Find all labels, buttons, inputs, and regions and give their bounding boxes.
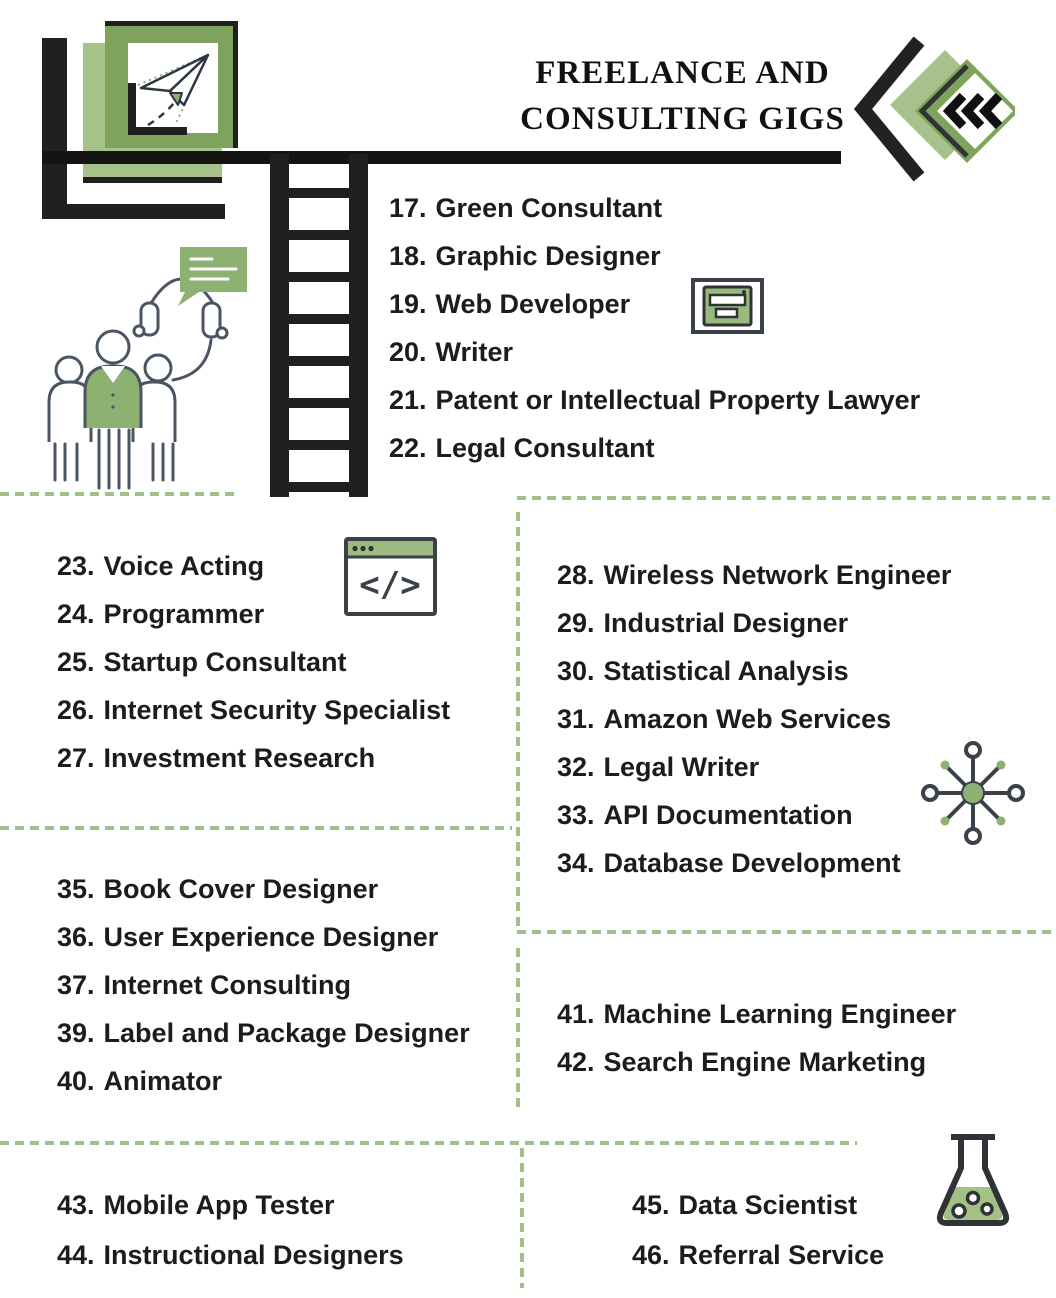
flask-icon	[930, 1130, 1016, 1234]
list-item	[557, 551, 951, 599]
list-item	[557, 647, 951, 695]
dashed-divider-v3	[520, 1148, 524, 1288]
top-rule	[42, 151, 841, 164]
item-label: Programmer	[103, 599, 265, 629]
list-item	[57, 1009, 470, 1057]
speech-bubble-icon	[178, 247, 247, 306]
list-item	[557, 599, 951, 647]
item-number: 32.	[557, 752, 595, 782]
item-number: 20.	[389, 337, 427, 367]
item-number: 34.	[557, 848, 595, 878]
item-label: Internet Security Specialist	[103, 695, 451, 725]
item-label: Wireless Network Engineer	[603, 560, 952, 590]
item-label: Voice Acting	[103, 551, 265, 581]
item-label: Industrial Designer	[603, 608, 849, 638]
list-item	[389, 184, 920, 232]
gig-list-mid-left	[57, 542, 450, 782]
item-number: 44.	[57, 1240, 95, 1270]
list-item	[557, 1038, 956, 1086]
list-item	[557, 791, 951, 839]
dashed-divider-v2	[516, 948, 520, 1110]
item-label: Instructional Designers	[103, 1240, 404, 1270]
item-label: Mobile App Tester	[103, 1190, 335, 1220]
item-number: 18.	[389, 241, 427, 271]
item-label: Search Engine Marketing	[603, 1047, 927, 1077]
gig-list-lower-left	[57, 865, 470, 1105]
list-item	[557, 743, 951, 791]
list-item	[389, 232, 920, 280]
gig-list-lower-right	[557, 990, 956, 1086]
gig-list-top	[389, 184, 920, 472]
item-label: Legal Writer	[603, 752, 760, 782]
item-number: 21.	[389, 385, 427, 415]
item-number: 22.	[389, 433, 427, 463]
list-item	[389, 424, 920, 472]
item-number: 37.	[57, 970, 95, 1000]
item-label: Database Development	[603, 848, 901, 878]
list-item	[57, 590, 450, 638]
list-item	[57, 961, 470, 1009]
item-label: Amazon Web Services	[603, 704, 892, 734]
item-number: 23.	[57, 551, 95, 581]
item-number: 28.	[557, 560, 595, 590]
list-item	[57, 638, 450, 686]
list-item	[632, 1230, 884, 1280]
item-label: User Experience Designer	[103, 922, 439, 952]
list-item	[557, 839, 951, 887]
item-number: 31.	[557, 704, 595, 734]
item-label: Patent or Intellectual Property Lawyer	[435, 385, 921, 415]
list-item	[389, 328, 920, 376]
item-label: Referral Service	[678, 1240, 885, 1270]
team-illustration	[45, 242, 250, 497]
list-item	[632, 1180, 884, 1230]
item-number: 36.	[57, 922, 95, 952]
list-item	[389, 376, 920, 424]
item-number: 39.	[57, 1018, 95, 1048]
item-number: 42.	[557, 1047, 595, 1077]
item-number: 27.	[57, 743, 95, 773]
dashed-divider-h5	[0, 1141, 857, 1145]
diamond-logo	[853, 33, 1015, 185]
list-item	[57, 1230, 404, 1280]
dashed-divider-h2	[517, 496, 1050, 500]
list-item	[57, 542, 450, 590]
gig-list-bottom-left	[57, 1180, 404, 1280]
list-item	[557, 990, 956, 1038]
page-title	[515, 50, 850, 142]
title-line-1: FREELANCE AND	[535, 55, 830, 91]
gig-list-mid-right	[557, 551, 951, 887]
item-number: 35.	[57, 874, 95, 904]
item-number: 45.	[632, 1190, 670, 1220]
dashed-divider-h1	[0, 492, 240, 496]
item-label: Data Scientist	[678, 1190, 858, 1220]
list-item	[57, 686, 450, 734]
item-label: Book Cover Designer	[103, 874, 379, 904]
item-label: API Documentation	[603, 800, 853, 830]
list-item	[57, 1180, 404, 1230]
item-label: Animator	[103, 1066, 223, 1096]
item-number: 19.	[389, 289, 427, 319]
gig-list-bottom-right	[632, 1180, 884, 1280]
item-number: 25.	[57, 647, 95, 677]
list-item	[57, 734, 450, 782]
item-label: Green Consultant	[435, 193, 663, 223]
item-label: Startup Consultant	[103, 647, 347, 677]
item-number: 33.	[557, 800, 595, 830]
item-label: Statistical Analysis	[603, 656, 849, 686]
item-label: Internet Consulting	[103, 970, 352, 1000]
item-label: Machine Learning Engineer	[603, 999, 957, 1029]
item-label: Graphic Designer	[435, 241, 661, 271]
dashed-divider-v1	[516, 512, 520, 932]
ladder-graphic	[270, 154, 368, 497]
item-number: 40.	[57, 1066, 95, 1096]
item-number: 41.	[557, 999, 595, 1029]
item-label: Legal Consultant	[435, 433, 655, 463]
paper-plane-icon	[128, 43, 218, 133]
list-item	[57, 1057, 470, 1105]
paper-plane-tile	[128, 43, 218, 133]
dashed-divider-h4	[517, 930, 1056, 934]
code-glyph: </>	[359, 565, 421, 605]
frame-bracket-horizontal	[42, 204, 225, 219]
list-item	[57, 913, 470, 961]
list-item	[557, 695, 951, 743]
item-number: 43.	[57, 1190, 95, 1220]
item-number: 30.	[557, 656, 595, 686]
item-label: Writer	[435, 337, 514, 367]
dashed-divider-h3	[0, 826, 512, 830]
title-line-2: CONSULTING GIGS	[520, 101, 845, 137]
item-number: 46.	[632, 1240, 670, 1270]
list-item	[57, 865, 470, 913]
item-number: 29.	[557, 608, 595, 638]
item-number: 17.	[389, 193, 427, 223]
item-number: 26.	[57, 695, 95, 725]
item-label: Label and Package Designer	[103, 1018, 470, 1048]
frame-bracket-vertical	[42, 38, 67, 219]
item-number: 24.	[57, 599, 95, 629]
item-label: Web Developer	[435, 289, 631, 319]
item-label: Investment Research	[103, 743, 376, 773]
list-item	[389, 280, 920, 328]
